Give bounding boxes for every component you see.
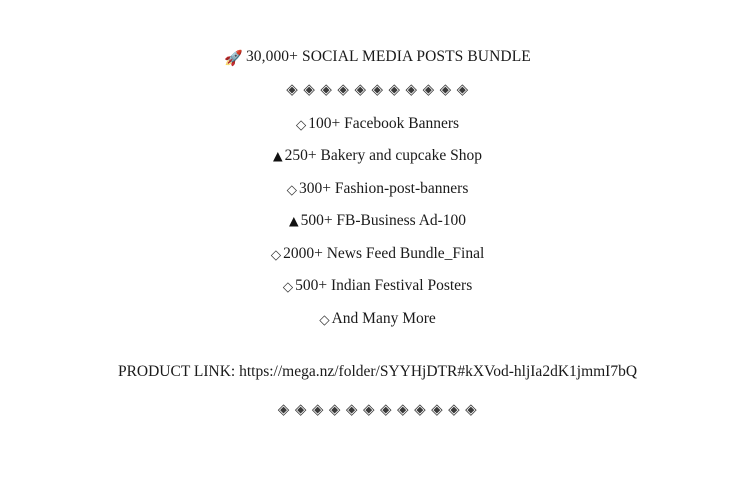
- triangle-up-filled-icon: ▲: [288, 213, 299, 229]
- product-link-line: [0, 363, 755, 381]
- list-item-label: 500+ FB-Business Ad-100: [300, 212, 467, 230]
- document-title-text: 30,000+ SOCIAL MEDIA POSTS BUNDLE: [245, 48, 531, 65]
- product-link-label: PRODUCT LINK:: [117, 362, 240, 380]
- diamond-divider-top: ◈◈◈◈◈◈◈◈◈◈◈: [286, 79, 474, 98]
- diamond-outline-icon: ◇: [295, 116, 307, 133]
- list-item-label: And Many More: [331, 309, 436, 327]
- diamond-outline-icon: ◇: [270, 246, 282, 263]
- spacer: [0, 341, 755, 363]
- list-item: [0, 275, 755, 297]
- diamond-outline-icon: ◇: [286, 181, 298, 198]
- list-item: [0, 145, 755, 166]
- feature-list: [0, 113, 755, 330]
- list-item-label: 2000+ News Feed Bundle_Final: [283, 244, 485, 262]
- rocket-icon: 🚀: [224, 49, 243, 67]
- list-item-label: 250+ Bakery and cupcake Shop: [284, 147, 482, 165]
- triangle-up-filled-icon: ▲: [273, 148, 283, 164]
- list-item: [0, 178, 755, 200]
- diamond-outline-icon: ◇: [319, 311, 330, 328]
- diamond-outline-icon: ◇: [282, 279, 294, 296]
- list-item-label: 500+ Indian Festival Posters: [295, 277, 473, 295]
- list-item: [0, 243, 755, 265]
- list-item-label: 300+ Fashion-post-banners: [299, 179, 469, 197]
- diamond-divider-bottom: ◈◈◈◈◈◈◈◈◈◈◈◈: [277, 399, 483, 418]
- document-title: [0, 46, 755, 69]
- product-link-url[interactable]: https://mega.nz/folder/SYYHjDTR#kXVod-hljIa2dK1jmmI7bQ: [239, 362, 638, 380]
- list-item-label: 100+ Facebook Banners: [308, 114, 460, 132]
- list-item: [0, 113, 755, 135]
- list-item: [0, 308, 755, 330]
- list-item: [0, 210, 755, 231]
